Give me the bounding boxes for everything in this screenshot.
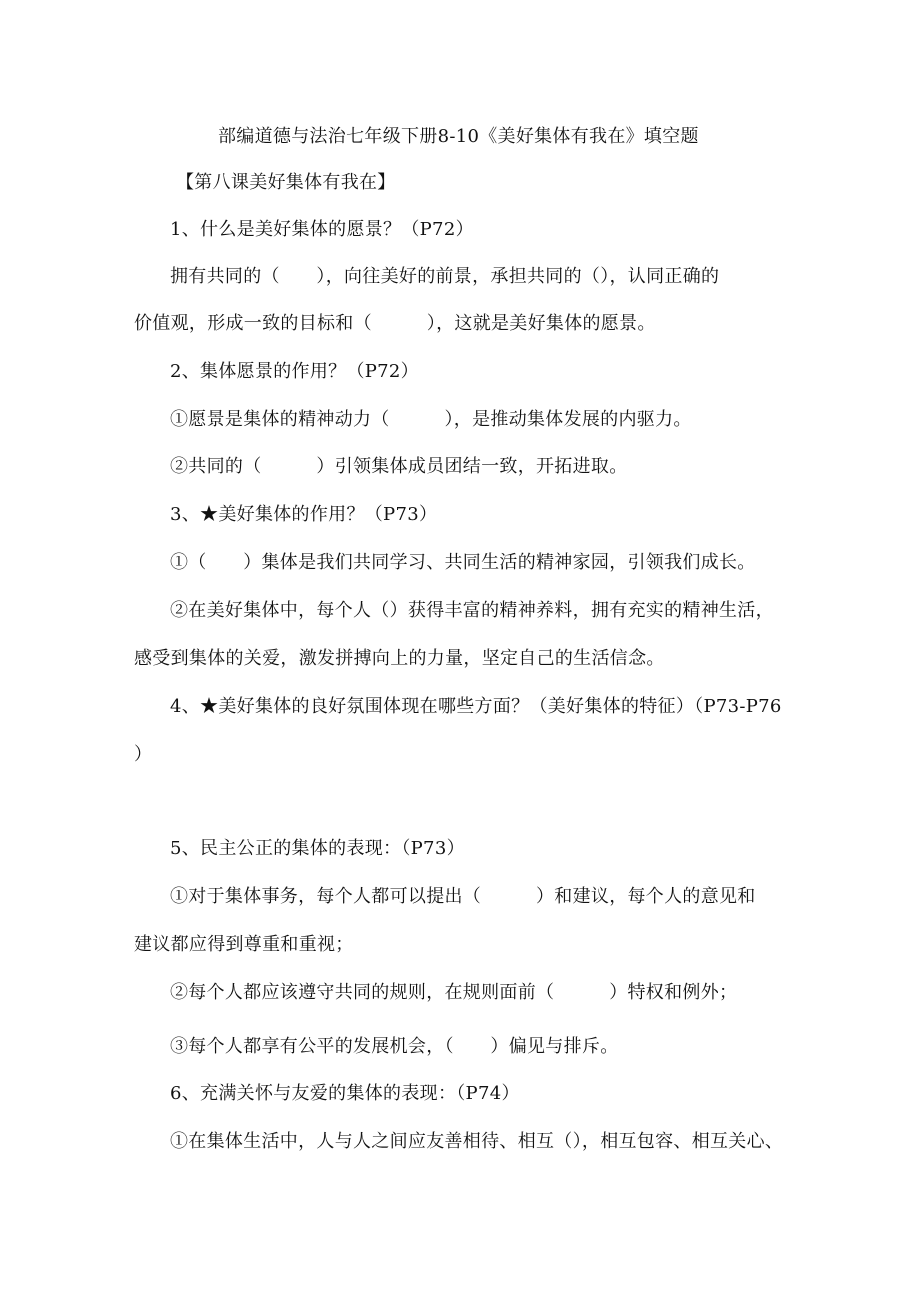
answer-3-item-2-line-2: 感受到集体的关爱，激发拼搏向上的力量，坚定自己的生活信念。: [134, 648, 665, 669]
answer-3-item-1: ①（ ）集体是我们共同学习、共同生活的精神家园，引领我们成长。: [170, 552, 756, 573]
question-4: 4、★美好集体的良好氛围体现在哪些方面？（美好集体的特征）（P73-P76: [170, 696, 782, 717]
answer-3-item-2-line-1: ②在美好集体中，每个人（）获得丰富的精神养料，拥有充实的精神生活，: [170, 600, 774, 621]
question-2: 2、集体愿景的作用？（P72）: [170, 361, 419, 382]
question-6: 6、充满关怀与友爱的集体的表现：（P74）: [170, 1083, 520, 1104]
lesson-heading: 【第八课美好集体有我在】: [176, 172, 396, 193]
answer-5-item-1-line-1: ①对于集体事务，每个人都可以提出（ ）和建议，每个人的意见和: [170, 886, 756, 907]
answer-1-line-1: 拥有共同的（ ），向往美好的前景，承担共同的（），认同正确的: [170, 266, 720, 287]
answer-5-item-1-line-2: 建议都应得到尊重和重视；: [134, 934, 354, 955]
document-title: 部编道德与法治七年级下册8-10《美好集体有我在》填空题: [218, 126, 699, 147]
answer-2-item-2: ②共同的（ ）引领集体成员团结一致，开拓进取。: [170, 456, 628, 477]
answer-5-item-3: ③每个人都享有公平的发展机会，（ ）偏见与排斥。: [170, 1036, 619, 1057]
answer-1-line-2: 价值观，形成一致的目标和（ ），这就是美好集体的愿景。: [134, 313, 656, 334]
question-1: 1、什么是美好集体的愿景？（P72）: [170, 219, 474, 240]
question-3: 3、★美好集体的作用？（P73）: [170, 504, 438, 525]
answer-5-item-2: ②每个人都应该遵守共同的规则，在规则面前（ ）特权和例外；: [170, 982, 738, 1003]
question-4-continuation: ）: [134, 744, 153, 765]
answer-2-item-1: ①愿景是集体的精神动力（ ），是推动集体发展的内驱力。: [170, 409, 692, 430]
question-5: 5、民主公正的集体的表现：（P73）: [170, 838, 465, 859]
answer-6-item-1: ①在集体生活中，人与人之间应友善相待、相互（），相互包容、相互关心、: [170, 1131, 784, 1152]
